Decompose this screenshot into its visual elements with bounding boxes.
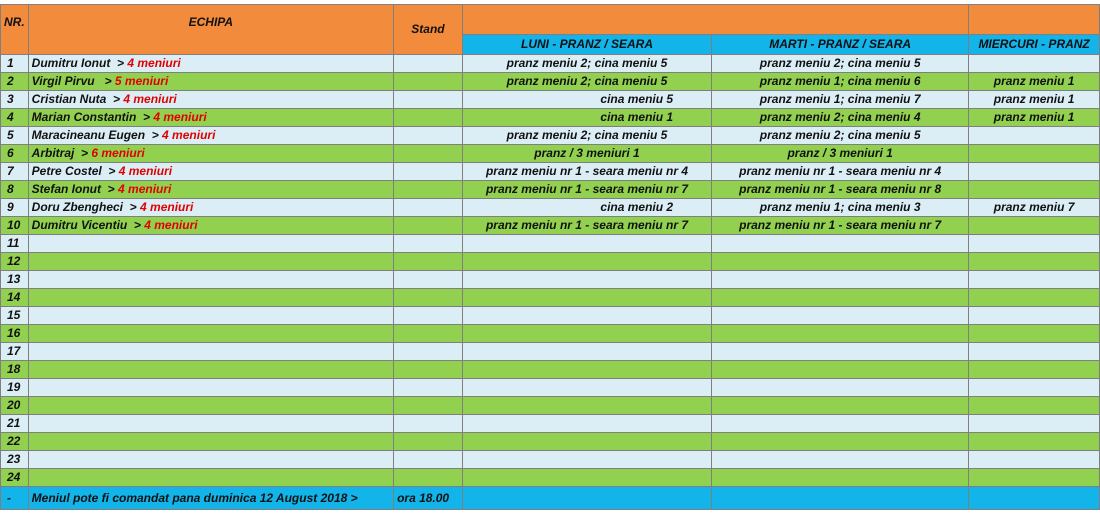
stand-cell[interactable] <box>394 307 463 325</box>
miercuri-cell[interactable] <box>969 145 1100 163</box>
marti-cell[interactable]: pranz meniu nr 1 - seara meniu nr 7 <box>712 217 969 235</box>
luni-cell[interactable]: cina meniu 1 <box>462 109 711 127</box>
luni-cell[interactable] <box>462 235 711 253</box>
team-cell[interactable] <box>28 451 393 469</box>
menu-count: 4 meniuri <box>140 200 194 214</box>
miercuri-cell[interactable] <box>969 469 1100 487</box>
table-row <box>1 163 1100 181</box>
stand-cell[interactable] <box>394 181 463 199</box>
luni-cell[interactable] <box>462 253 711 271</box>
row-number: 8 <box>1 181 29 199</box>
stand-cell[interactable] <box>394 55 463 73</box>
menu-count: 6 meniuri <box>91 146 145 160</box>
team-cell[interactable] <box>28 415 393 433</box>
header-day-luni: LUNI - PRANZ / SEARA <box>462 35 711 55</box>
team-cell[interactable] <box>28 343 393 361</box>
stand-cell[interactable] <box>394 325 463 343</box>
table-row <box>1 217 1100 235</box>
header-day-miercuri: MIERCURI - PRANZ <box>969 35 1100 55</box>
menu-count: 4 meniuri <box>153 110 207 124</box>
row-number: 7 <box>1 163 29 181</box>
luni-cell[interactable] <box>462 289 711 307</box>
row-number: 10 <box>1 217 29 235</box>
team-cell[interactable] <box>28 181 393 199</box>
table-row <box>1 307 1100 325</box>
stand-cell[interactable] <box>394 127 463 145</box>
miercuri-cell[interactable] <box>969 433 1100 451</box>
marti-cell[interactable] <box>712 397 969 415</box>
menu-order-sheet <box>0 4 1100 510</box>
team-cell[interactable] <box>28 91 393 109</box>
team-name: Doru Zbengheci > <box>31 200 141 214</box>
luni-cell[interactable] <box>462 343 711 361</box>
row-number: 24 <box>1 469 29 487</box>
stand-cell[interactable] <box>394 379 463 397</box>
team-cell[interactable] <box>28 217 393 235</box>
luni-cell[interactable]: cina meniu 5 <box>462 91 711 109</box>
row-number: 15 <box>1 307 29 325</box>
table-row <box>1 253 1100 271</box>
miercuri-cell[interactable] <box>969 289 1100 307</box>
menu-count: 4 meniuri <box>118 182 172 196</box>
marti-cell[interactable]: pranz meniu 2; cina meniu 4 <box>712 109 969 127</box>
table-row <box>1 289 1100 307</box>
footer-blank-marti <box>712 487 969 510</box>
luni-cell[interactable] <box>462 451 711 469</box>
team-name: Dumitru Vicentiu > <box>31 218 145 232</box>
table-row <box>1 361 1100 379</box>
table-row <box>1 181 1100 199</box>
marti-cell[interactable]: pranz / 3 meniuri 1 <box>712 145 969 163</box>
luni-cell[interactable]: pranz meniu nr 1 - seara meniu nr 7 <box>462 181 711 199</box>
footer-note: Meniul pote fi comandat pana duminica 12 August 2018 > <box>28 487 393 510</box>
row-number: 5 <box>1 127 29 145</box>
footer-blank-miercuri <box>969 487 1100 510</box>
stand-cell[interactable] <box>394 361 463 379</box>
table-row <box>1 433 1100 451</box>
stand-cell[interactable] <box>394 217 463 235</box>
miercuri-cell[interactable] <box>969 271 1100 289</box>
marti-cell[interactable] <box>712 271 969 289</box>
marti-cell[interactable]: pranz meniu 2; cina meniu 5 <box>712 55 969 73</box>
table-row <box>1 73 1100 91</box>
table-row <box>1 469 1100 487</box>
team-name: Arbitraj > <box>31 146 92 160</box>
row-number: 17 <box>1 343 29 361</box>
marti-cell[interactable]: pranz meniu 1; cina meniu 6 <box>712 73 969 91</box>
miercuri-cell[interactable]: pranz meniu 1 <box>969 73 1100 91</box>
menu-count: 4 meniuri <box>123 92 177 106</box>
table-row <box>1 415 1100 433</box>
luni-cell[interactable]: pranz meniu 2; cina meniu 5 <box>462 73 711 91</box>
luni-cell[interactable] <box>462 379 711 397</box>
table-row <box>1 271 1100 289</box>
team-name: Virgil Pirvu > <box>31 74 115 88</box>
marti-cell[interactable] <box>712 235 969 253</box>
stand-cell[interactable] <box>394 469 463 487</box>
marti-cell[interactable]: pranz meniu 2; cina meniu 5 <box>712 127 969 145</box>
header-stand: Stand <box>394 5 463 55</box>
row-number: 4 <box>1 109 29 127</box>
row-number: 11 <box>1 235 29 253</box>
team-cell[interactable] <box>28 199 393 217</box>
miercuri-cell[interactable] <box>969 181 1100 199</box>
table-row <box>1 379 1100 397</box>
miercuri-cell[interactable] <box>969 361 1100 379</box>
team-cell[interactable] <box>28 325 393 343</box>
marti-cell[interactable]: pranz meniu 1; cina meniu 7 <box>712 91 969 109</box>
marti-cell[interactable]: pranz meniu nr 1 - seara meniu nr 8 <box>712 181 969 199</box>
table-row <box>1 343 1100 361</box>
header-orange-blank <box>462 5 968 35</box>
team-cell[interactable] <box>28 397 393 415</box>
miercuri-cell[interactable] <box>969 415 1100 433</box>
marti-cell[interactable] <box>712 343 969 361</box>
miercuri-cell[interactable] <box>969 379 1100 397</box>
row-number: 1 <box>1 55 29 73</box>
stand-cell[interactable] <box>394 397 463 415</box>
marti-cell[interactable] <box>712 469 969 487</box>
row-number: 3 <box>1 91 29 109</box>
table-row <box>1 451 1100 469</box>
marti-cell[interactable] <box>712 433 969 451</box>
row-number: 13 <box>1 271 29 289</box>
team-cell[interactable] <box>28 271 393 289</box>
stand-cell[interactable] <box>394 109 463 127</box>
team-cell[interactable] <box>28 289 393 307</box>
table-row <box>1 91 1100 109</box>
team-name: Maracineanu Eugen > <box>31 128 163 142</box>
stand-cell[interactable] <box>394 343 463 361</box>
marti-cell[interactable] <box>712 253 969 271</box>
row-number: 20 <box>1 397 29 415</box>
team-cell[interactable] <box>28 235 393 253</box>
luni-cell[interactable]: pranz meniu 2; cina meniu 5 <box>462 127 711 145</box>
row-number: 16 <box>1 325 29 343</box>
team-cell[interactable] <box>28 433 393 451</box>
miercuri-cell[interactable] <box>969 127 1100 145</box>
stand-cell[interactable] <box>394 433 463 451</box>
menu-count: 4 meniuri <box>144 218 198 232</box>
row-number: 2 <box>1 73 29 91</box>
row-number: 18 <box>1 361 29 379</box>
marti-cell[interactable] <box>712 451 969 469</box>
stand-cell[interactable] <box>394 91 463 109</box>
team-cell[interactable] <box>28 55 393 73</box>
luni-cell[interactable] <box>462 271 711 289</box>
luni-cell[interactable] <box>462 433 711 451</box>
team-cell[interactable] <box>28 469 393 487</box>
team-cell[interactable] <box>28 163 393 181</box>
marti-cell[interactable] <box>712 379 969 397</box>
stand-cell[interactable] <box>394 163 463 181</box>
stand-cell[interactable] <box>394 145 463 163</box>
marti-cell[interactable]: pranz meniu nr 1 - seara meniu nr 4 <box>712 163 969 181</box>
team-cell[interactable] <box>28 127 393 145</box>
team-name: Cristian Nuta > <box>31 92 124 106</box>
luni-cell[interactable] <box>462 325 711 343</box>
miercuri-cell[interactable] <box>969 307 1100 325</box>
footer-row <box>1 487 1100 510</box>
footer-marker: - <box>1 487 29 510</box>
miercuri-cell[interactable] <box>969 217 1100 235</box>
marti-cell[interactable]: pranz meniu 1; cina meniu 3 <box>712 199 969 217</box>
stand-cell[interactable] <box>394 235 463 253</box>
footer-blank-luni <box>462 487 711 510</box>
header-team: ECHIPA <box>28 5 393 55</box>
marti-cell[interactable] <box>712 325 969 343</box>
footer-time: ora 18.00 <box>394 487 463 510</box>
miercuri-cell[interactable] <box>969 55 1100 73</box>
miercuri-cell[interactable] <box>969 163 1100 181</box>
marti-cell[interactable] <box>712 415 969 433</box>
team-cell[interactable] <box>28 145 393 163</box>
luni-cell[interactable] <box>462 397 711 415</box>
luni-cell[interactable] <box>462 469 711 487</box>
luni-cell[interactable] <box>462 361 711 379</box>
header-nr: NR. <box>1 5 29 55</box>
team-cell[interactable] <box>28 361 393 379</box>
row-number: 23 <box>1 451 29 469</box>
table-row <box>1 235 1100 253</box>
row-number: 21 <box>1 415 29 433</box>
team-name: Stefan Ionut > <box>31 182 119 196</box>
table-row <box>1 325 1100 343</box>
luni-cell[interactable]: cina meniu 2 <box>462 199 711 217</box>
marti-cell[interactable] <box>712 289 969 307</box>
stand-cell[interactable] <box>394 415 463 433</box>
menu-count: 5 meniuri <box>114 74 169 88</box>
row-number: 9 <box>1 199 29 217</box>
miercuri-cell[interactable]: pranz meniu 7 <box>969 199 1100 217</box>
stand-cell[interactable] <box>394 271 463 289</box>
row-number: 22 <box>1 433 29 451</box>
row-number: 14 <box>1 289 29 307</box>
row-number: 12 <box>1 253 29 271</box>
miercuri-cell[interactable] <box>969 253 1100 271</box>
team-cell[interactable] <box>28 253 393 271</box>
row-number: 6 <box>1 145 29 163</box>
stand-cell[interactable] <box>394 253 463 271</box>
miercuri-cell[interactable]: pranz meniu 1 <box>969 91 1100 109</box>
miercuri-cell[interactable] <box>969 451 1100 469</box>
table-row <box>1 127 1100 145</box>
table-row <box>1 109 1100 127</box>
marti-cell[interactable] <box>712 361 969 379</box>
luni-cell[interactable]: pranz meniu nr 1 - seara meniu nr 7 <box>462 217 711 235</box>
menu-count: 4 meniuri <box>118 164 173 178</box>
luni-cell[interactable]: pranz / 3 meniuri 1 <box>462 145 711 163</box>
table-row <box>1 55 1100 73</box>
marti-cell[interactable] <box>712 307 969 325</box>
miercuri-cell[interactable] <box>969 343 1100 361</box>
luni-cell[interactable] <box>462 415 711 433</box>
sheet-body <box>1 5 1100 510</box>
header-orange-blank-right <box>969 5 1100 35</box>
stand-cell[interactable] <box>394 289 463 307</box>
miercuri-cell[interactable] <box>969 325 1100 343</box>
luni-cell[interactable]: pranz meniu nr 1 - seara meniu nr 4 <box>462 163 711 181</box>
row-number: 19 <box>1 379 29 397</box>
team-cell[interactable] <box>28 307 393 325</box>
stand-cell[interactable] <box>394 73 463 91</box>
team-cell[interactable] <box>28 109 393 127</box>
stand-cell[interactable] <box>394 199 463 217</box>
team-cell[interactable] <box>28 379 393 397</box>
table-row <box>1 145 1100 163</box>
miercuri-cell[interactable] <box>969 235 1100 253</box>
team-name: Petre Costel > <box>31 164 119 178</box>
menu-count: 4 meniuri <box>127 56 181 70</box>
miercuri-cell[interactable]: pranz meniu 1 <box>969 109 1100 127</box>
table-row <box>1 397 1100 415</box>
menu-count: 4 meniuri <box>162 128 216 142</box>
team-name: Dumitru Ionut > <box>31 56 128 70</box>
header-day-marti: MARTI - PRANZ / SEARA <box>712 35 969 55</box>
team-name: Marian Constantin > <box>31 110 154 124</box>
table-row <box>1 199 1100 217</box>
stand-cell[interactable] <box>394 451 463 469</box>
luni-cell[interactable]: pranz meniu 2; cina meniu 5 <box>462 55 711 73</box>
team-cell[interactable] <box>28 73 393 91</box>
miercuri-cell[interactable] <box>969 397 1100 415</box>
luni-cell[interactable] <box>462 307 711 325</box>
